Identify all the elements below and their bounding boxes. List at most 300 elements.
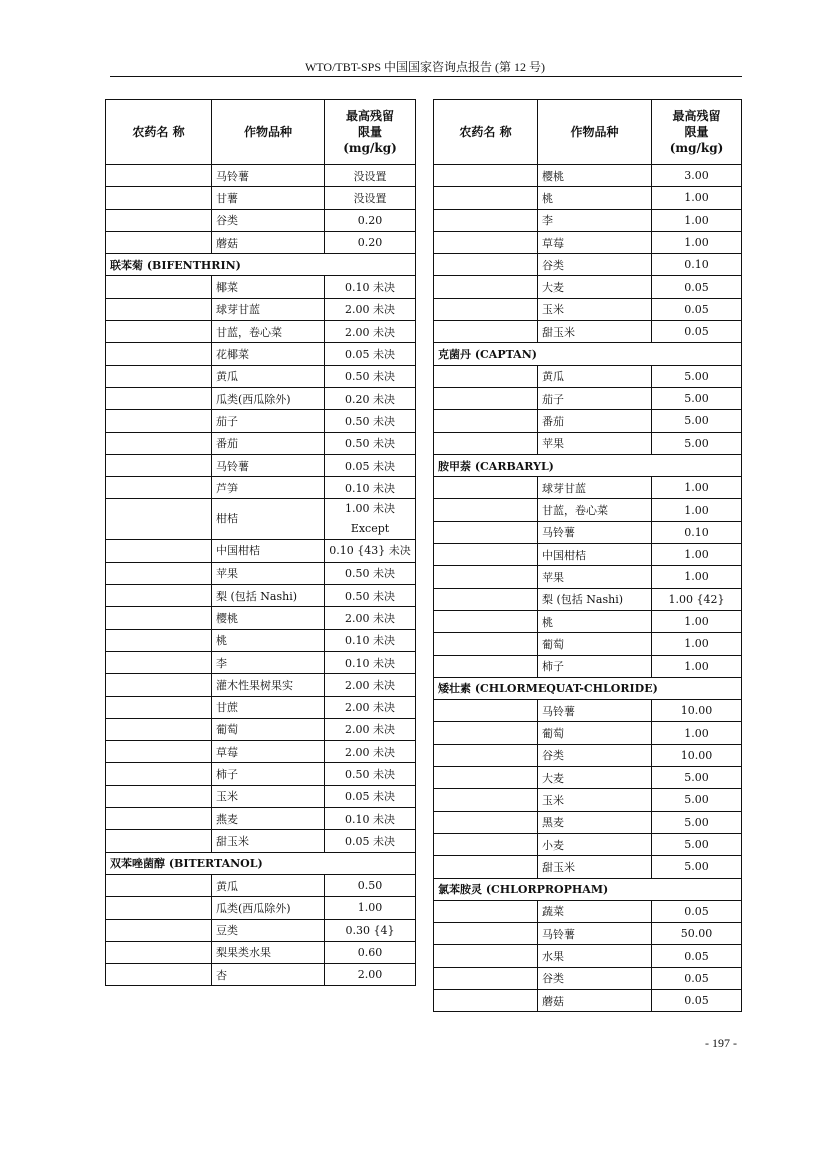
pesticide-cell [106, 718, 212, 740]
mrl-value-cell: 3.00 [652, 165, 742, 187]
col-header-mrl [652, 100, 742, 165]
table-row [106, 499, 416, 540]
pesticide-cell [434, 989, 538, 1011]
crop-cell: 茄子 [212, 410, 325, 432]
mrl-value-cell: 2.00 未决 [325, 741, 416, 763]
mrl-value-cell: 1.00 [652, 499, 742, 521]
crop-cell: 中国柑桔 [212, 540, 325, 562]
mrl-value-cell: 0.10 [652, 521, 742, 543]
table-row [434, 967, 742, 989]
page-number: - 197 - [705, 1036, 737, 1050]
mrl-value-cell: 1.00 [652, 633, 742, 655]
mrl-value-cell: 0.10 [652, 254, 742, 276]
crop-cell: 樱桃 [538, 165, 652, 187]
mrl-header-line1: 最高残留 [345, 109, 394, 123]
table-row [106, 410, 416, 432]
mrl-value-cell: 1.00 [652, 187, 742, 209]
mrl-value-cell: 0.20 [325, 231, 416, 253]
table-row [106, 741, 416, 763]
pesticide-cell [106, 585, 212, 607]
mrl-value-cell: 5.00 [652, 410, 742, 432]
crop-cell: 甜玉米 [538, 321, 652, 343]
table-row [434, 187, 742, 209]
table-row [434, 744, 742, 766]
crop-cell: 小麦 [538, 833, 652, 855]
mrl-value-cell: 0.50 未决 [325, 410, 416, 432]
mrl-value-cell: 0.50 未决 [325, 763, 416, 785]
crop-cell: 葡萄 [538, 722, 652, 744]
pesticide-cell [106, 785, 212, 807]
table-row [434, 989, 742, 1011]
crop-cell: 球芽甘蓝 [212, 298, 325, 320]
mrl-value-cell: 2.00 未决 [325, 321, 416, 343]
pesticide-cell [434, 276, 538, 298]
crop-cell: 大麦 [538, 276, 652, 298]
table-row [434, 387, 742, 409]
mrl-value-cell: 1.00 未决 Except [325, 499, 416, 540]
table-row [434, 321, 742, 343]
pesticide-cell [434, 410, 538, 432]
table-row [106, 651, 416, 673]
pesticide-name: 双苯唑菌醇 (BITERTANOL) [106, 852, 416, 874]
mrl-value-cell: 5.00 [652, 789, 742, 811]
table-row [434, 767, 742, 789]
pesticide-cell [434, 254, 538, 276]
table-row [106, 874, 416, 896]
table-row [106, 209, 416, 231]
table-row [434, 544, 742, 566]
mrl-value-cell: 没设置 [325, 187, 416, 209]
mrl-value-cell: 0.05 未决 [325, 454, 416, 476]
table-row [106, 830, 416, 852]
crop-cell: 蔬菜 [538, 900, 652, 922]
mrl-value-cell: 0.10 未决 [325, 477, 416, 499]
crop-cell: 桃 [212, 629, 325, 651]
col-header-mrl [325, 100, 416, 165]
crop-cell: 谷类 [538, 744, 652, 766]
pesticide-cell [106, 321, 212, 343]
pesticide-cell [434, 499, 538, 521]
table-row [434, 789, 742, 811]
mrl-value-cell: 0.05 [652, 989, 742, 1011]
table-row [434, 700, 742, 722]
pesticide-cell [106, 763, 212, 785]
col-header-crop: 作物品种 [212, 100, 325, 165]
pesticide-cell [106, 941, 212, 963]
crop-cell: 番茄 [212, 432, 325, 454]
pesticide-cell [434, 767, 538, 789]
pesticide-cell [106, 919, 212, 941]
crop-cell: 柿子 [538, 655, 652, 677]
crop-cell: 瓜类(西瓜除外) [212, 387, 325, 409]
pesticide-cell [434, 231, 538, 253]
table-row [106, 808, 416, 830]
mrl-value-cell: 5.00 [652, 767, 742, 789]
pesticide-cell [434, 610, 538, 632]
mrl-value-cell: 5.00 [652, 365, 742, 387]
crop-cell: 蘑菇 [538, 989, 652, 1011]
crop-cell: 蘑菇 [212, 231, 325, 253]
pesticide-cell [106, 808, 212, 830]
mrl-value-cell: 1.00 [652, 544, 742, 566]
pesticide-row [106, 852, 416, 874]
crop-cell: 苹果 [538, 566, 652, 588]
mrl-value-cell: 0.05 未决 [325, 343, 416, 365]
pesticide-cell [434, 298, 538, 320]
table-row [434, 165, 742, 187]
table-row [106, 964, 416, 986]
crop-cell: 番茄 [538, 410, 652, 432]
table-row [434, 276, 742, 298]
crop-cell: 柿子 [212, 763, 325, 785]
crop-cell: 甜玉米 [538, 856, 652, 878]
crop-cell: 马铃薯 [538, 923, 652, 945]
col-header-crop: 作物品种 [538, 100, 652, 165]
crop-cell: 马铃薯 [538, 521, 652, 543]
table-row [106, 477, 416, 499]
mrl-header-line3: (mg/kg) [669, 141, 724, 155]
mrl-value-cell: 2.00 未决 [325, 607, 416, 629]
table-row [434, 410, 742, 432]
table-row [434, 566, 742, 588]
pesticide-cell [434, 700, 538, 722]
pesticide-name: 胺甲萘 (CARBARYL) [434, 454, 742, 476]
pesticide-cell [106, 231, 212, 253]
mrl-value-cell: 0.05 [652, 276, 742, 298]
pesticide-cell [434, 187, 538, 209]
mrl-value-cell: 1.00 [652, 231, 742, 253]
mrl-value-cell: 0.50 未决 [325, 585, 416, 607]
table-row [106, 763, 416, 785]
table-row [106, 540, 416, 562]
mrl-value-cell: 50.00 [652, 923, 742, 945]
mrl-value-cell: 0.10 {43} 未决 [325, 540, 416, 562]
page-header: WTO/TBT-SPS 中国国家咨询点报告 (第 12 号) [304, 60, 545, 74]
table-row [106, 919, 416, 941]
pesticide-cell [106, 741, 212, 763]
table-row [434, 655, 742, 677]
mrl-value-cell: 1.00 [652, 722, 742, 744]
crop-cell: 甘蓝，卷心菜 [212, 321, 325, 343]
table-row [434, 633, 742, 655]
table-row [106, 276, 416, 298]
table-row [106, 607, 416, 629]
table-row [434, 588, 742, 610]
mrl-value-cell: 1.00 [652, 477, 742, 499]
mrl-table-left [105, 99, 416, 986]
crop-cell: 黄瓜 [212, 365, 325, 387]
table-row [106, 941, 416, 963]
table-row [434, 298, 742, 320]
mrl-value-cell: 0.05 [652, 298, 742, 320]
pesticide-cell [434, 588, 538, 610]
mrl-value-cell: 0.05 [652, 900, 742, 922]
mrl-value-cell: 1.00 [652, 655, 742, 677]
table-row [106, 298, 416, 320]
crop-cell: 梨 (包括 Nashi) [212, 585, 325, 607]
table-row [434, 499, 742, 521]
crop-cell: 球芽甘蓝 [538, 477, 652, 499]
mrl-value-cell: 5.00 [652, 811, 742, 833]
mrl-value-cell: 0.05 [652, 945, 742, 967]
table-row [434, 521, 742, 543]
pesticide-cell [106, 187, 212, 209]
mrl-value-cell: 0.20 [325, 209, 416, 231]
table-row [106, 897, 416, 919]
table-row [434, 833, 742, 855]
crop-cell: 桃 [538, 610, 652, 632]
pesticide-cell [434, 566, 538, 588]
header-rule [110, 76, 742, 77]
crop-cell: 玉米 [212, 785, 325, 807]
crop-cell: 甜玉米 [212, 830, 325, 852]
table-row [106, 718, 416, 740]
table-row [434, 231, 742, 253]
pesticide-row [434, 454, 742, 476]
mrl-value-cell: 2.00 未决 [325, 696, 416, 718]
pesticide-cell [434, 744, 538, 766]
pesticide-cell [434, 811, 538, 833]
table-row [106, 343, 416, 365]
crop-cell: 花椰菜 [212, 343, 325, 365]
table-row [434, 365, 742, 387]
crop-cell: 瓜类(西瓜除外) [212, 897, 325, 919]
pesticide-cell [434, 856, 538, 878]
pesticide-cell [106, 387, 212, 409]
mrl-header-line2: 限量 [357, 125, 382, 139]
pesticide-cell [106, 964, 212, 986]
pesticide-cell [106, 897, 212, 919]
crop-cell: 水果 [538, 945, 652, 967]
mrl-value-cell: 0.50 未决 [325, 365, 416, 387]
pesticide-cell [106, 454, 212, 476]
crop-cell: 玉米 [538, 298, 652, 320]
mrl-value-cell: 1.00 [652, 209, 742, 231]
mrl-value-cell: 0.50 未决 [325, 432, 416, 454]
crop-cell: 芦笋 [212, 477, 325, 499]
mrl-value-cell: 没设置 [325, 165, 416, 187]
table-row [106, 585, 416, 607]
crop-cell: 中国柑桔 [538, 544, 652, 566]
crop-cell: 草莓 [538, 231, 652, 253]
table-row [106, 629, 416, 651]
pesticide-cell [434, 477, 538, 499]
table-row [434, 610, 742, 632]
pesticide-cell [434, 789, 538, 811]
crop-cell: 灌木性果树果实 [212, 674, 325, 696]
mrl-value-cell: 0.10 未决 [325, 629, 416, 651]
mrl-header-line2: 限量 [684, 125, 709, 139]
crop-cell: 李 [212, 651, 325, 673]
mrl-value-cell: 0.10 未决 [325, 276, 416, 298]
crop-cell: 樱桃 [212, 607, 325, 629]
table-row [434, 722, 742, 744]
pesticide-cell [434, 633, 538, 655]
crop-cell: 苹果 [212, 562, 325, 584]
mrl-table-right [433, 99, 742, 1012]
pesticide-cell [106, 499, 212, 540]
crop-cell: 谷类 [212, 209, 325, 231]
table-row [106, 387, 416, 409]
crop-cell: 谷类 [538, 254, 652, 276]
crop-cell: 豆类 [212, 919, 325, 941]
mrl-value-cell: 0.05 [652, 321, 742, 343]
table-row [434, 856, 742, 878]
table-row [106, 696, 416, 718]
pesticide-name: 联苯菊 (BIFENTHRIN) [106, 254, 416, 276]
table-row [434, 477, 742, 499]
pesticide-cell [434, 365, 538, 387]
pesticide-cell [106, 629, 212, 651]
mrl-value-cell: 2.00 未决 [325, 674, 416, 696]
crop-cell: 马铃薯 [538, 700, 652, 722]
table-row [106, 231, 416, 253]
pesticide-cell [106, 298, 212, 320]
crop-cell: 葡萄 [538, 633, 652, 655]
mrl-value-cell: 0.10 未决 [325, 651, 416, 673]
pesticide-cell [434, 432, 538, 454]
mrl-value-cell: 0.10 未决 [325, 808, 416, 830]
pesticide-row [434, 343, 742, 365]
mrl-value-cell: 2.00 未决 [325, 718, 416, 740]
pesticide-cell [106, 607, 212, 629]
pesticide-cell [106, 432, 212, 454]
mrl-value-cell: 0.60 [325, 941, 416, 963]
table-row [434, 811, 742, 833]
crop-cell: 草莓 [212, 741, 325, 763]
table-row [434, 945, 742, 967]
pesticide-cell [106, 477, 212, 499]
crop-cell: 黄瓜 [538, 365, 652, 387]
mrl-value-cell: 5.00 [652, 432, 742, 454]
mrl-value-cell: 0.05 [652, 967, 742, 989]
pesticide-cell [106, 343, 212, 365]
table-row [106, 785, 416, 807]
table-row [106, 674, 416, 696]
pesticide-cell [106, 696, 212, 718]
crop-cell: 梨果类水果 [212, 941, 325, 963]
pesticide-cell [434, 923, 538, 945]
crop-cell: 大麦 [538, 767, 652, 789]
pesticide-cell [106, 165, 212, 187]
pesticide-cell [106, 830, 212, 852]
crop-cell: 桃 [538, 187, 652, 209]
mrl-value-cell: 0.30 {4} [325, 919, 416, 941]
mrl-header-line3: (mg/kg) [343, 141, 397, 155]
mrl-value-cell: 1.00 [652, 566, 742, 588]
pesticide-cell [106, 209, 212, 231]
crop-cell: 玉米 [538, 789, 652, 811]
table-row [434, 923, 742, 945]
pesticide-name: 氯苯胺灵 (CHLORPROPHAM) [434, 878, 742, 900]
mrl-value-cell: 0.50 未决 [325, 562, 416, 584]
pesticide-cell [106, 651, 212, 673]
crop-cell: 谷类 [538, 967, 652, 989]
mrl-value-cell: 10.00 [652, 744, 742, 766]
mrl-value-cell: 1.00 {42} [652, 588, 742, 610]
mrl-value-cell: 5.00 [652, 387, 742, 409]
crop-cell: 葡萄 [212, 718, 325, 740]
crop-cell: 杏 [212, 964, 325, 986]
pesticide-cell [434, 321, 538, 343]
mrl-value-cell: 0.20 未决 [325, 387, 416, 409]
crop-cell: 苹果 [538, 432, 652, 454]
table-row [106, 454, 416, 476]
crop-cell: 甘蔗 [212, 696, 325, 718]
crop-cell: 马铃薯 [212, 165, 325, 187]
table-row [434, 900, 742, 922]
mrl-value-cell: 5.00 [652, 856, 742, 878]
pesticide-cell [106, 674, 212, 696]
pesticide-cell [106, 562, 212, 584]
crop-cell: 燕麦 [212, 808, 325, 830]
pesticide-cell [106, 874, 212, 896]
mrl-header-line1: 最高残留 [672, 109, 721, 123]
crop-cell: 马铃薯 [212, 454, 325, 476]
mrl-value-cell: 1.00 [652, 610, 742, 632]
pesticide-cell [434, 833, 538, 855]
crop-cell: 梨 (包括 Nashi) [538, 588, 652, 610]
mrl-value-cell: 10.00 [652, 700, 742, 722]
pesticide-cell [106, 540, 212, 562]
table-row [106, 321, 416, 343]
col-header-pesticide: 农药名 称 [434, 100, 538, 165]
pesticide-row [434, 677, 742, 699]
pesticide-row [434, 878, 742, 900]
crop-cell: 茄子 [538, 387, 652, 409]
mrl-value-cell: 0.50 [325, 874, 416, 896]
pesticide-name: 矮壮素 (CHLORMEQUAT-CHLORIDE) [434, 677, 742, 699]
pesticide-cell [434, 209, 538, 231]
pesticide-cell [434, 722, 538, 744]
table-row [434, 209, 742, 231]
crop-cell: 黄瓜 [212, 874, 325, 896]
crop-cell: 黑麦 [538, 811, 652, 833]
pesticide-name: 克菌丹 (CAPTAN) [434, 343, 742, 365]
pesticide-cell [434, 387, 538, 409]
mrl-value-cell: 1.00 [325, 897, 416, 919]
pesticide-cell [106, 276, 212, 298]
crop-cell: 柑桔 [212, 499, 325, 540]
table-row [106, 432, 416, 454]
pesticide-cell [434, 521, 538, 543]
table-row [434, 432, 742, 454]
crop-cell: 甘蓝，卷心菜 [538, 499, 652, 521]
crop-cell: 甘薯 [212, 187, 325, 209]
crop-cell: 李 [538, 209, 652, 231]
pesticide-cell [434, 945, 538, 967]
pesticide-cell [106, 365, 212, 387]
mrl-value-cell: 2.00 未决 [325, 298, 416, 320]
mrl-value-cell: 5.00 [652, 833, 742, 855]
pesticide-cell [434, 967, 538, 989]
mrl-value-cell: 0.05 未决 [325, 830, 416, 852]
pesticide-row [106, 254, 416, 276]
table-row [106, 187, 416, 209]
mrl-value-cell: 2.00 [325, 964, 416, 986]
crop-cell: 椰菜 [212, 276, 325, 298]
table-row [106, 365, 416, 387]
mrl-value-cell: 0.05 未决 [325, 785, 416, 807]
pesticide-cell [434, 655, 538, 677]
table-row [434, 254, 742, 276]
table-row [106, 165, 416, 187]
pesticide-cell [106, 410, 212, 432]
pesticide-cell [434, 544, 538, 566]
table-row [106, 562, 416, 584]
col-header-pesticide: 农药名 称 [106, 100, 212, 165]
pesticide-cell [434, 900, 538, 922]
